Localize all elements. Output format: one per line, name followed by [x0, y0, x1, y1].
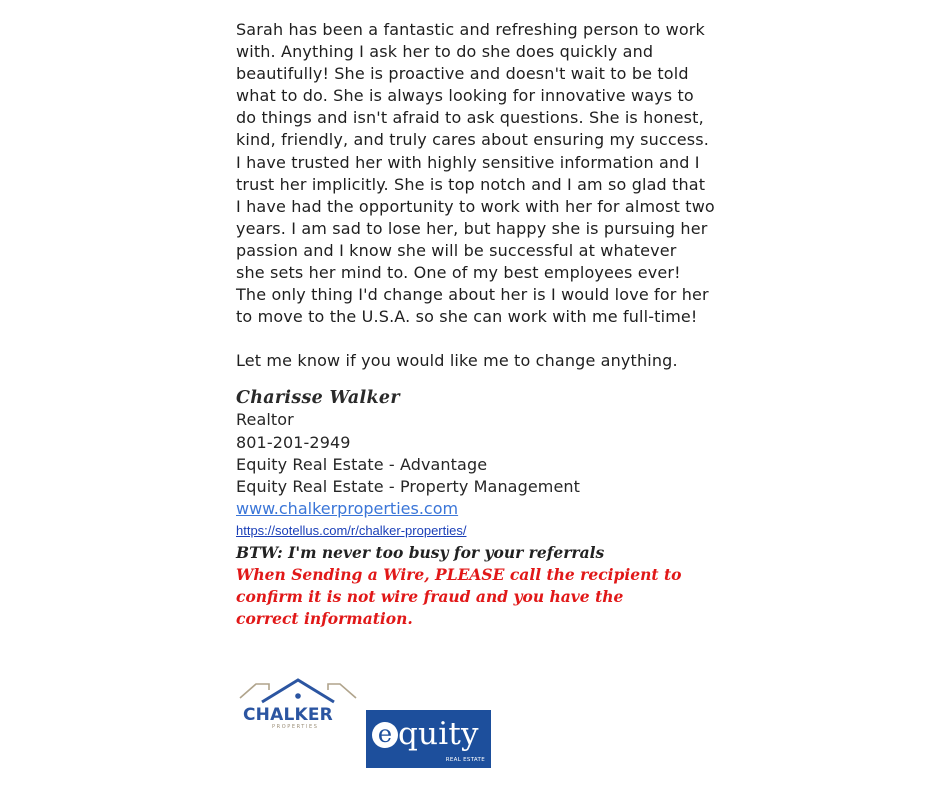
body-line: what to do. She is always looking for innovative ways to	[236, 86, 694, 106]
closing-line: Let me know if you would like me to change anything.	[236, 351, 678, 371]
recommendation-text	[236, 19, 716, 372]
signature-company-advantage: Equity Real Estate - Advantage	[236, 454, 488, 474]
website-link[interactable]: www.chalkerproperties.com	[236, 499, 459, 519]
email-body	[236, 19, 716, 630]
body-line: to move to the U.S.A. so she can work with me full-time!	[236, 307, 698, 327]
chalker-wordmark: CHALKER	[243, 705, 333, 725]
body-line: she sets her mind to. One of my best employees ever!	[236, 263, 681, 283]
equity-e-mark: e	[372, 722, 398, 748]
body-line: I have had the opportunity to work with her for almost two	[236, 196, 715, 216]
body-line: with. Anything I ask her to do she does quickly and	[236, 42, 654, 62]
signature-logos	[236, 676, 506, 776]
wire-fraud-warning-line: When Sending a Wire, PLEASE call the recipient to	[236, 565, 682, 585]
body-line: The only thing I'd change about her is I would love for her	[236, 285, 709, 305]
referral-note: BTW: I'm never too busy for your referrals	[236, 543, 605, 563]
equity-subtitle: REAL ESTATE	[445, 757, 485, 763]
body-line: years. I am sad to lose her, but happy she is pursuing her	[236, 218, 708, 238]
signature-title: Realtor	[236, 410, 294, 430]
body-line: do things and isn't afraid to ask questions. She is honest,	[236, 108, 704, 128]
wire-fraud-warning-line: confirm it is not wire fraud and you have the	[236, 587, 624, 607]
email-signature	[236, 387, 716, 630]
chalker-subtitle: PROPERTIES	[272, 724, 319, 730]
body-line: Sarah has been a fantastic and refreshing person to work	[236, 20, 705, 39]
body-line: kind, friendly, and truly cares about ensuring my success.	[236, 130, 709, 150]
equity-wordmark: quity	[398, 716, 479, 752]
body-line: trust her implicitly. She is top notch and I am so glad that	[236, 174, 706, 194]
signature-name: Charisse Walker	[236, 388, 400, 409]
sotellus-link[interactable]: https://sotellus.com/r/chalker-properties/	[236, 523, 467, 539]
paragraph-gap	[236, 328, 716, 350]
signature-company-management: Equity Real Estate - Property Management	[236, 477, 581, 497]
body-line: I have trusted her with highly sensitive information and I	[236, 152, 700, 172]
body-line: passion and I know she will be successful at whatever	[236, 240, 677, 260]
house-roof-icon	[236, 676, 360, 706]
equity-real-estate-logo	[366, 710, 491, 768]
wire-fraud-warning-line: correct information.	[236, 609, 413, 629]
chalker-properties-logo	[236, 676, 360, 736]
body-line: beautifully! She is proactive and doesn't wait to be told	[236, 64, 689, 84]
signature-phone[interactable]: 801-201-2949	[236, 432, 351, 452]
